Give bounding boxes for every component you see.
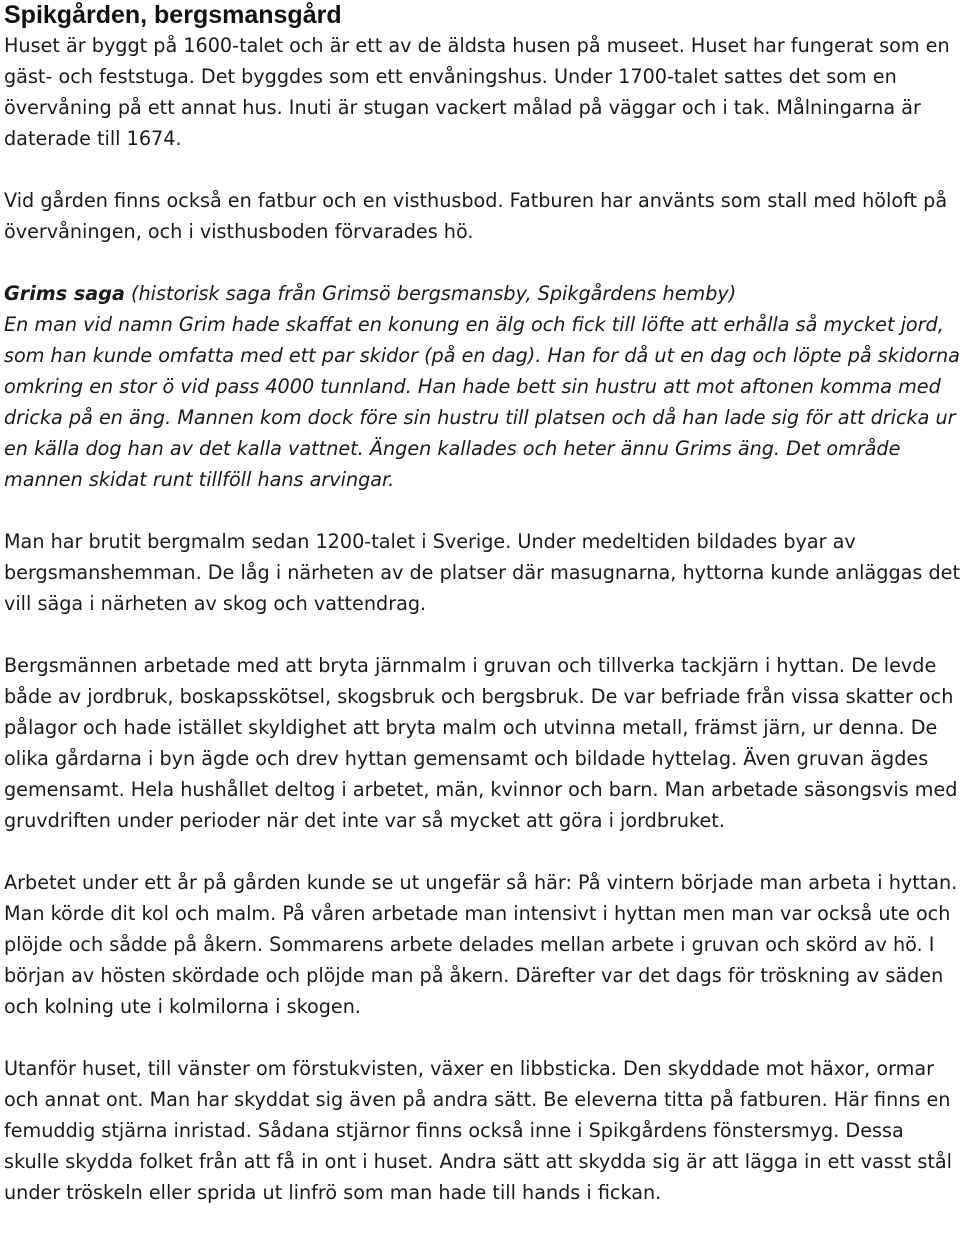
paragraph-history: Huset är byggt på 1600-talet och är ett av de äldsta husen på museet. Huset har fungerat som en gäst- och feststuga. Det byggdes som ett envåningshus. Under 1700-talet sattes det som en övervåning på ett annat hus. Inuti är stugan vackert målad på väggar och i tak. Målningarna är daterade till 1674. — [4, 34, 950, 150]
paragraph-protection: Utanför huset, till vänster om förstukvisten, växer en libbsticka. Den skyddade mot häxor, ormar och annat ont. Man har skyddat sig även på andra sätt. Be eleverna titta på fatburen. Här finns en femuddig stjärna inristad. Sådana stjärnor finns också inne i Spikgårdens fönstersmyg. Dessa skulle skydda folket från att få in ont i huset. Andra sätt att skydda sig är att lägga in ett vasst stål under tröskeln eller sprida ut linfrö som man hade till hands i fickan. — [4, 1057, 952, 1204]
paragraph-yearly-work: Arbetet under ett år på gården kunde se ut ungefär så här: På vintern började man arbeta i hyttan. Man körde dit kol och malm. På våren arbetade man intensivt i hyttan men man var också ute och plöjde och sådde på åkern. Sommarens arbete delades mellan arbete i gruvan och skörd av hö. I början av hösten skördade och plöjde man på åkern. Därefter var det dags för tröskning av säden och kolning ute i kolmilorna i skogen. — [4, 871, 958, 1018]
page-title: Spikgården, bergsmansgård — [4, 1, 342, 29]
saga-title: Grims saga — [4, 282, 125, 305]
paragraph-ore-mining: Man har brutit bergmalm sedan 1200-talet i Sverige. Under medeltiden bildades byar av bergsmanshemman. De låg i närheten av de platser där masugnarna, hyttorna kunde anläggas det vill säga i närheten av skog och vattendrag. — [4, 530, 960, 615]
saga-subtitle: (historisk saga från Grimsö bergsmansby, Spikgårdens hemby) — [124, 282, 737, 305]
paragraph-grims-saga — [4, 278, 960, 495]
saga-body: En man vid namn Grim hade skaffat en konung en älg och fick till löfte att erhålla så mycket jord, som han kunde omfatta med ett par skidor (på en dag). Han for då ut en dag och löpte på skidorna omkring en stor ö vid pass 4000 tunnland. Han hade bett sin hustru att mot aftonen komma med dricka på en äng. Mannen kom dock före sin hustru till platsen och då han lade sig för att dricka ur en källa dog han av det kalla vattnet. Ängen kallades och heter ännu Grims äng. Det område mannen skidat runt tillföll hans arvingar. — [4, 313, 960, 491]
paragraph-outbuildings: Vid gården finns också en fatbur och en visthusbod. Fatburen har använts som stall med höloft på övervåningen, och i visthusboden förvarades hö. — [4, 189, 948, 243]
paragraph-bergsman-work: Bergsmännen arbetade med att bryta järnmalm i gruvan och tillverka tackjärn i hyttan. De levde både av jordbruk, boskapsskötsel, skogsbruk och bergsbruk. De var befriade från vissa skatter och pålagor och hade istället skyldighet att bryta malm och utvinna metall, främst järn, ur denna. De olika gårdarna i byn ägde och drev hyttan gemensamt och bildade hyttelag. Även gruvan ägdes gemensamt. Hela hushållet deltog i arbetet, män, kvinnor och barn. Man arbetade säsongsvis med gruvdriften under perioder när det inte var så mycket att göra i jordbruket. — [4, 654, 958, 832]
